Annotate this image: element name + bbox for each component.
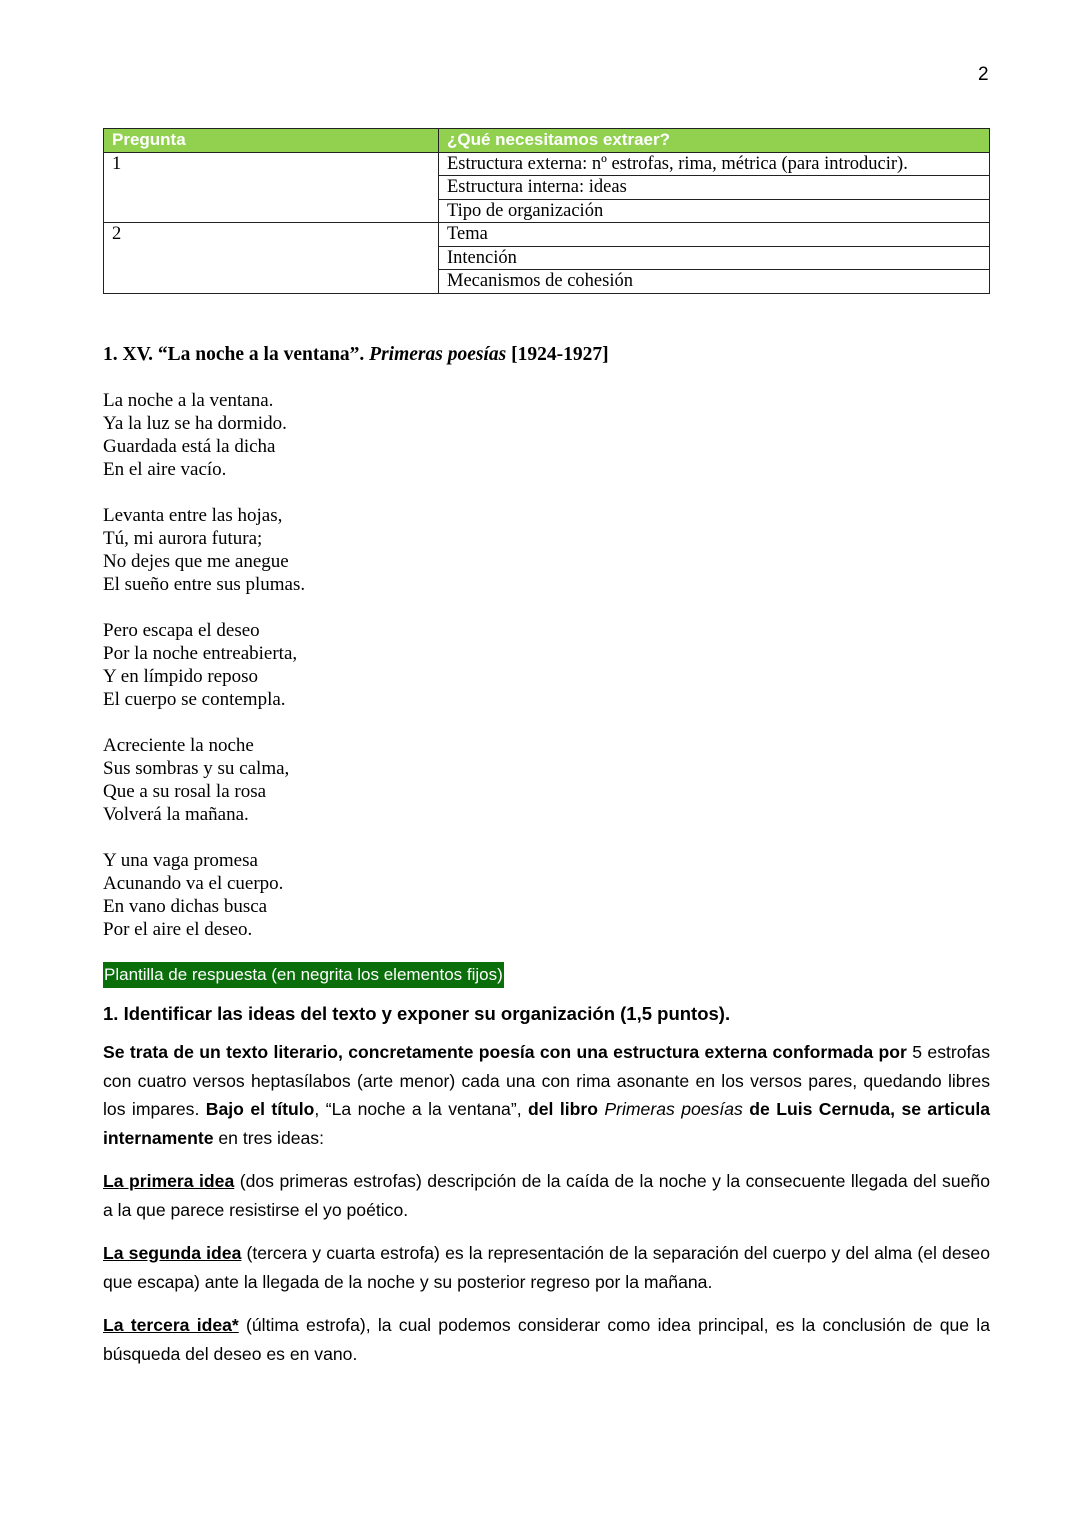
- idea-label: La tercera idea*: [103, 1315, 239, 1335]
- free-text: en tres ideas:: [213, 1127, 324, 1148]
- verse-line: La noche a la ventana.: [103, 390, 274, 411]
- idea-paragraph: [103, 1311, 990, 1368]
- verse-line: Ya la luz se ha dormido.: [103, 413, 287, 434]
- verse-line: En el aire vacío.: [103, 459, 227, 480]
- stanza: [103, 734, 305, 826]
- idea-text: (tercera y cuarta estrofa) es la representación de la separación del cuerpo y del alma (el deseo que escapa) ante la llegada de la noche y su posterior regreso por la mañana.: [103, 1243, 990, 1292]
- answer-section: [103, 962, 990, 1368]
- free-text: , “La noche a la ventana”,: [314, 1099, 529, 1119]
- verse-line: Sus sombras y su calma,: [103, 758, 290, 779]
- verse-line: Pero escapa el deseo: [103, 620, 260, 641]
- book-title: Primeras poesías: [597, 1099, 750, 1119]
- stanza: [103, 389, 305, 481]
- table-row: [104, 152, 990, 176]
- question-heading: 1. Identificar las ideas del texto y exponer su organización (1,5 puntos).: [103, 1003, 731, 1024]
- intro-paragraph: [103, 1038, 990, 1152]
- question-cell: 1: [104, 152, 439, 223]
- idea-label: La segunda idea: [103, 1243, 242, 1263]
- poem-title-text: 1. XV. “La noche a la ventana”.: [103, 344, 370, 365]
- fixed-text: Se trata de un texto literario, concretamente poesía con una estructura externa conformada por: [103, 1042, 907, 1062]
- table-header-row: [104, 129, 990, 153]
- verse-line: Acunando va el cuerpo.: [103, 873, 284, 894]
- verse-line: Y en límpido reposo: [103, 666, 258, 687]
- verse-line: Guardada está la dicha: [103, 436, 276, 457]
- verse-line: En vano dichas busca: [103, 896, 268, 917]
- fixed-text: Bajo el título: [205, 1099, 315, 1119]
- question-cell: 2: [104, 223, 439, 294]
- extract-cell: Tipo de organización: [439, 199, 990, 223]
- poem-years: [1924-1927]: [506, 344, 609, 365]
- table-row: [104, 223, 990, 247]
- fixed-text: de Luis Cernuda, se articula internamente: [103, 1099, 991, 1148]
- extract-cell: Tema: [439, 223, 990, 247]
- poem-book: Primeras poesías: [369, 344, 507, 365]
- stanza: [103, 849, 305, 941]
- verse-line: Volverá la mañana.: [103, 804, 249, 825]
- verse-line: Por el aire el deseo.: [103, 919, 253, 940]
- poem-title: [103, 344, 609, 366]
- fixed-text: del libro: [528, 1099, 598, 1119]
- idea-paragraph: [103, 1167, 990, 1224]
- template-highlight: Plantilla de respuesta (en negrita los elementos fijos): [103, 962, 504, 988]
- extract-cell: Intención: [439, 246, 990, 270]
- extract-cell: Estructura interna: ideas: [439, 176, 990, 200]
- verse-line: El sueño entre sus plumas.: [103, 574, 306, 595]
- extract-cell: Mecanismos de cohesión: [439, 270, 990, 294]
- verse-line: Y una vaga promesa: [103, 850, 258, 871]
- idea-paragraph: [103, 1239, 990, 1296]
- free-text: 5 estrofas con cuatro versos heptasílabos (arte menor) cada una con rima asonante en los versos pares, quedando libres los impares.: [103, 1042, 990, 1119]
- verse-line: Levanta entre las hojas,: [103, 505, 283, 526]
- poem-body: [103, 389, 305, 964]
- idea-text: (dos primeras estrofas) descripción de la caída de la noche y la consecuente llegada del sueño a la que parece resistirse el yo poético.: [103, 1171, 990, 1220]
- idea-text: (última estrofa), la cual podemos considerar como idea principal, es la conclusión de que la búsqueda del deseo es en vano.: [103, 1315, 990, 1364]
- column-header-extract: ¿Qué necesitamos extraer?: [439, 129, 990, 153]
- verse-line: Por la noche entreabierta,: [103, 643, 298, 664]
- column-header-question: Pregunta: [104, 129, 439, 153]
- verse-line: Acreciente la noche: [103, 735, 254, 756]
- verse-line: Que a su rosal la rosa: [103, 781, 267, 802]
- verse-line: El cuerpo se contempla.: [103, 689, 286, 710]
- verse-line: No dejes que me anegue: [103, 551, 289, 572]
- stanza: [103, 619, 305, 711]
- page-number: 2: [978, 64, 989, 85]
- extract-cell: Estructura externa: nº estrofas, rima, métrica (para introducir).: [439, 152, 990, 176]
- questions-table: [103, 128, 990, 294]
- idea-label: La primera idea: [103, 1171, 235, 1191]
- stanza: [103, 504, 305, 596]
- verse-line: Tú, mi aurora futura;: [103, 528, 263, 549]
